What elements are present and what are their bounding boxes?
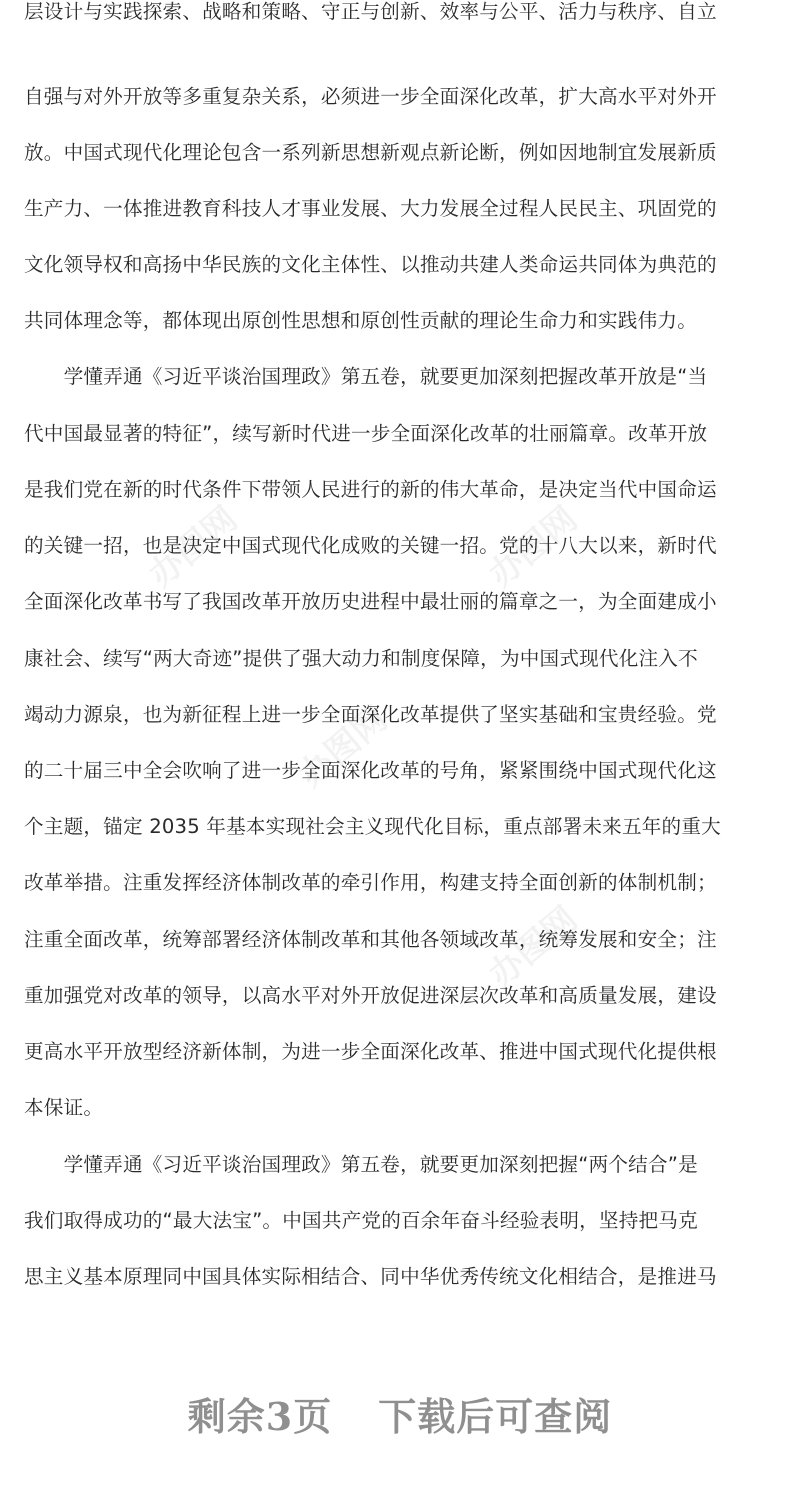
text-line: 康社会、续写“两大奇迹”提供了强大动力和制度保障，为中国式现代化注入不 xyxy=(24,647,698,670)
text-line: 自强与对外开放等多重复杂关系，必须进一步全面深化改革，扩大高水平对外开 xyxy=(24,85,717,108)
watermark: 办图网 xyxy=(481,899,586,996)
watermark: 办图网 xyxy=(141,499,246,596)
text-line: 竭动力源泉，也为新征程上进一步全面深化改革提供了坚实基础和宝贵经验。党 xyxy=(24,703,717,726)
text-line: 我们取得成功的“最大法宝”。中国共产党的百余年奋斗经验表明，坚持把马克 xyxy=(24,1209,698,1232)
text-line: 思主义基本原理同中国具体实际相结合、同中华优秀传统文化相结合，是推进马 xyxy=(24,1265,717,1288)
watermark: 办图网 xyxy=(291,699,396,796)
text-line: 个主题，锚定 2035 年基本实现社会主义现代化目标，重点部署未来五年的重大 xyxy=(24,815,721,838)
text-line: 全面深化改革书写了我国改革开放历史进程中最壮丽的篇章之一，为全面建成小 xyxy=(24,590,717,613)
remaining-pages-label: 剩余3页 xyxy=(187,1394,333,1439)
text-line: 代中国最显著的特征”，续写新时代进一步全面深化改革的壮丽篇章。改革开放 xyxy=(24,422,708,445)
text-line: 共同体理念等，都体现出原创性思想和原创性贡献的理论生命力和实践伟力。 xyxy=(24,309,697,332)
text-line: 本保证。 xyxy=(24,1096,104,1119)
text-line: 层设计与实践探索、战略和策略、守正与创新、效率与公平、活力与秩序、自立 xyxy=(24,0,717,23)
text-line: 更高水平开放型经济新体制，为进一步全面深化改革、推进中国式现代化提供根 xyxy=(24,1040,717,1063)
text-line: 重加强党对改革的领导，以高水平对外开放促进深层次改革和高质量发展，建设 xyxy=(24,984,717,1007)
text-line: 的二十届三中全会吹响了进一步全面深化改革的号角，紧紧围绕中国式现代化这 xyxy=(24,759,717,782)
text-line: 是我们党在新的时代条件下带领人民进行的新的伟大革命，是决定当代中国命运 xyxy=(24,478,717,501)
text-line: 改革举措。注重发挥经济体制改革的牵引作用，构建支持全面创新的体制机制； xyxy=(24,871,717,894)
watermark: 办图网 xyxy=(481,499,586,596)
text-line: 学懂弄通《习近平谈治国理政》第五卷，就要更加深刻把握改革开放是“当 xyxy=(24,365,708,388)
text-line: 学懂弄通《习近平谈治国理政》第五卷，就要更加深刻把握“两个结合”是 xyxy=(24,1153,698,1176)
text-line: 的关键一招，也是决定中国式现代化成败的关键一招。党的十八大以来，新时代 xyxy=(24,534,717,557)
download-to-view-label: 下载后可查阅 xyxy=(378,1394,613,1439)
download-prompt[interactable] xyxy=(0,1386,800,1446)
text-line: 生产力、一体推进教育科技人才事业发展、大力发展全过程人民民主、巩固党的 xyxy=(24,197,717,220)
text-line: 文化领导权和高扬中华民族的文化主体性、以推动共建人类命运共同体为典范的 xyxy=(24,253,717,276)
text-line: 注重全面改革，统筹部署经济体制改革和其他各领域改革，统筹发展和安全；注 xyxy=(24,928,717,951)
text-line: 放。中国式现代化理论包含一系列新思想新观点新论断，例如因地制宜发展新质 xyxy=(24,141,717,164)
